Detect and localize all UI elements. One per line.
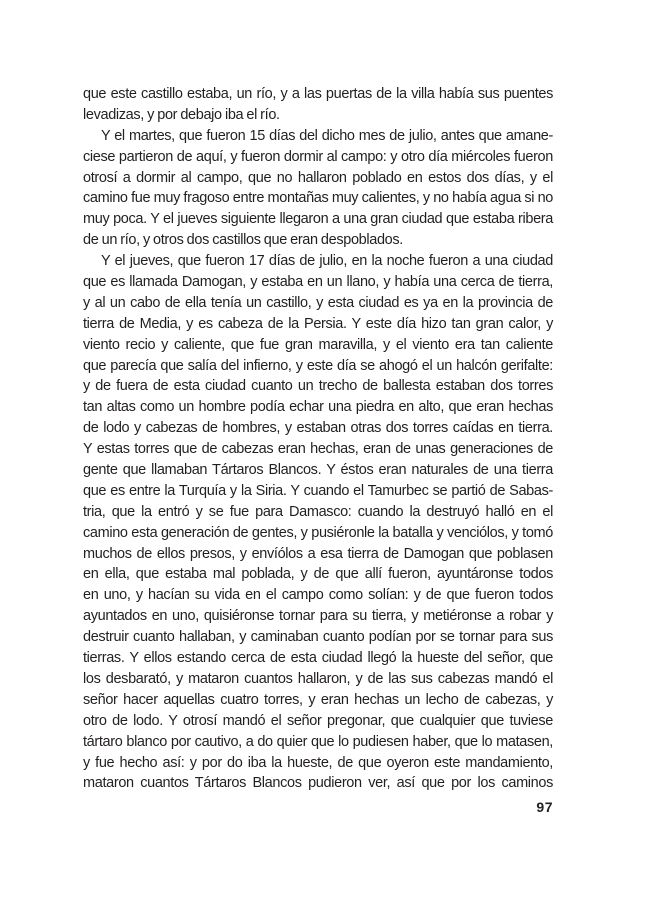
text-line: que parecía que salía del infierno, y este día se ahogó el un halcón gerifalte: [83,357,553,374]
text-line: levadizas, y por debajo iba el río. [83,106,280,123]
text-line: de un río, y otros dos castillos que eran despoblados. [83,232,403,249]
text-line: Y el jueves, que fueron 17 días de julio, en la noche fueron a una ciudad [101,253,553,270]
text-line: que es entre la Turquía y la Siria. Y cuando el Tamurbec se partió de Sabas- [83,482,553,499]
text-line: señor hacer aquellas cuatro torres, y eran hechas un lecho de cabezas, y [83,691,553,708]
text-line: viento recio y caliente, que fue gran maravilla, y el viento era tan caliente [83,336,553,353]
text-line: camino esta generación de gentes, y pusiéronle la batalla y venciólos, y tomó [83,524,553,541]
text-line: muy poca. Y el jueves siguiente llegaron a una gran ciudad que estaba ribera [83,211,553,228]
text-line: que es llamada Damogan, y estaba en un llano, y había una cerca de tierra, [83,274,553,291]
text-line: Y estas torres que de cabezas eran hechas, eran de unas generaciones de [83,441,553,458]
text-line: tierra de Media, y es cabeza de la Persia. Y este día hizo tan gran calor, y [83,315,553,332]
paragraph [83,251,553,794]
text-line: y al un cabo de ella tenía un castillo, y esta ciudad es ya en la provincia de [83,294,553,311]
text-line: ciese partieron de aquí, y fueron dormir al campo: y otro día miércoles fueron [83,148,553,165]
paragraph [83,84,553,126]
paragraph [83,126,553,251]
body-text [83,84,553,794]
text-line: Y el martes, que fueron 15 días del dicho mes de julio, antes que amane- [101,127,553,144]
text-line: en uno, y hacían su vida en el campo como solían: y de que fueron todos [83,587,553,604]
text-line: y fue hecho así: y por do iba la hueste, de que oyeron este mandamiento, [83,754,553,771]
text-line: que este castillo estaba, un río, y a las puertas de la villa había sus puentes [83,86,553,102]
text-line: tierras. Y ellos estando cerca de esta ciudad llegó la hueste del señor, que [83,650,553,667]
text-line: camino fue muy fragoso entre montañas muy calientes, y no había agua si no [83,190,553,207]
text-line: otro de lodo. Y otrosí mandó el señor pregonar, que cualquier que tuviese [83,712,553,729]
text-line: ayuntados en uno, quisiéronse tornar para su tierra, y metiéronse a robar y [83,608,553,625]
text-line: destruir cuanto hallaban, y caminaban cuanto podían por se tornar para sus [83,629,553,646]
text-line: muchos de ellos presos, y envíólos a esa tierra de Damogan que poblasen [83,545,553,562]
text-line: tria, que la entró y se fue para Damasco: cuando la destruyó halló en el [83,503,553,520]
text-line: otrosí a dormir al campo, que no hallaron poblado en estos dos días, y el [83,169,553,186]
text-line: mataron cuantos Tártaros Blancos pudieron ver, así que por los caminos [83,775,553,792]
text-line: y de fuera de esta ciudad cuanto un trecho de ballesta estaban dos torres [83,378,553,395]
text-line: tan altas como un hombre podía echar una piedra en alto, que eran hechas [83,399,553,416]
text-line: tártaro blanco por cautivo, a do quier que lo pudiesen haber, que lo matasen, [83,733,553,750]
page-number: 97 [536,799,553,815]
text-line: los desbarató, y mataron cuantos hallaron, y de las sus cabezas mandó el [83,670,553,687]
text-line: en ella, que estaba mal poblada, y de que allí fueron, ayuntáronse todos [83,566,553,583]
text-line: gente que llamaban Tártaros Blancos. Y éstos eran naturales de una tierra [83,462,553,479]
text-line: de lodo y cabezas de hombres, y estaban otras dos torres caídas en tierra. [83,420,553,437]
